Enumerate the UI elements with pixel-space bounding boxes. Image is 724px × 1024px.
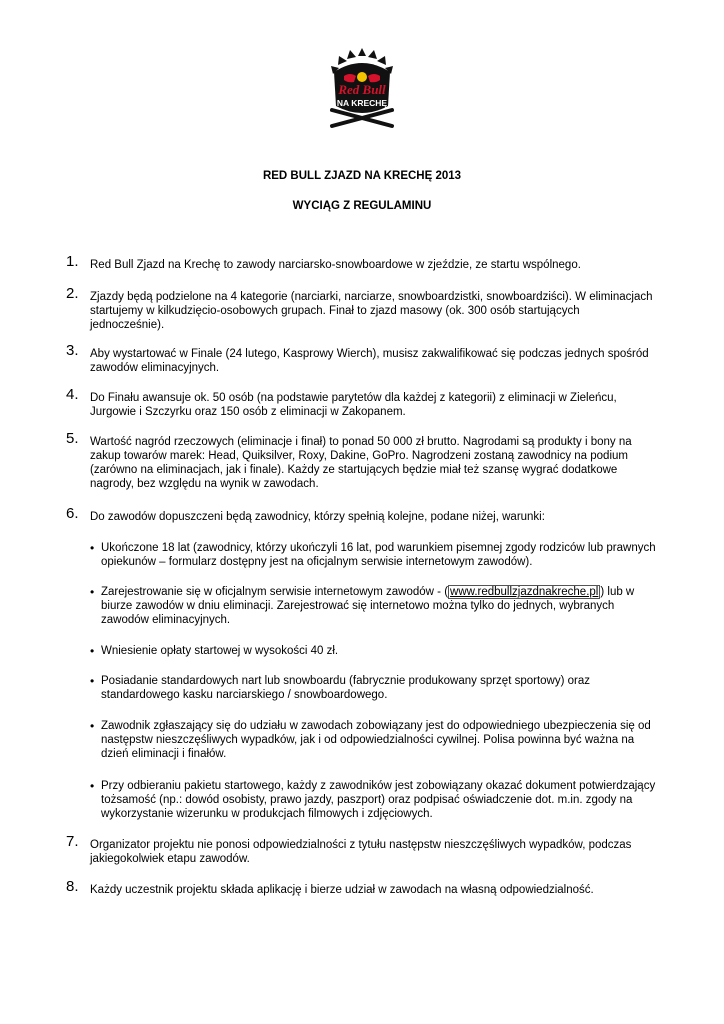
page-title: RED BULL ZJAZD NA KRECHĘ 2013	[262, 170, 462, 182]
bullet-text: Wniesienie opłaty startowej w wysokości 40 zł.	[101, 645, 339, 657]
bullet-icon: •	[90, 585, 95, 599]
item-number: 1.	[66, 253, 79, 270]
bullet-icon: •	[90, 779, 95, 793]
red-bull-na-kreche-logo	[322, 46, 402, 132]
bullet-text: Zawodnik zgłaszający się do udziału w zawodach zobowiązany jest do odpowiedniego ubezpieczenia się od następstw nieszczęśliwych wypadków, jak i od odpowiedzialności cywilnej. Polisa powinna być ważna na dzień eliminacji i finałów.	[101, 720, 651, 760]
item-text: Każdy uczestnik projektu składa aplikację i bierze udział w zawodach na własną odpowiedzialność.	[90, 884, 594, 896]
item-number: 5.	[66, 430, 79, 447]
item-text: Do Finału awansuje ok. 50 osób (na podstawie parytetów dla każdej z kategorii) z eliminacji w Zieleńcu, Jurgowie i Szczyrku oraz 150 osób z eliminacji w Zakopanem.	[90, 392, 617, 418]
svg-text:NA KRECHĘ: NA KRECHĘ	[336, 98, 388, 108]
item-text: Organizator projektu nie ponosi odpowiedzialności z tytułu następstw nieszczęśliwych wypadków, podczas jakiegokolwiek etapu zawodów.	[90, 839, 632, 865]
logo-graphic	[322, 46, 402, 132]
bullet-text: Zarejestrowanie się w oficjalnym serwisie internetowym zawodów - ( www.redbullzjazdnakreche.pl ) lub w biurze zawodów w dniu eliminacji. Zarejestrować się internetowo można tylko do jednych, wybranych zawodów eliminacyjnych.	[101, 586, 635, 626]
bullet-text: Przy odbieraniu pakietu startowego, każdy z zawodników jest zobowiązany okazać dokument potwierdzający tożsamość (np.: dowód osobisty, prawo jazdy, paszport) oraz podpisać oświadczenie dot. m.in. zgody na wykorzystanie wizerunku w produkcjach filmowych i zdjęciowych.	[101, 780, 656, 820]
bullet-text: Posiadanie standardowych nart lub snowboardu (fabrycznie produkowany sprzęt sportowy) oraz standardowego kasku narciarskiego / snowboardowego.	[101, 675, 591, 701]
svg-text:Red Bull: Red Bull	[338, 82, 386, 97]
bullet-icon: •	[90, 644, 95, 658]
item-text: Red Bull Zjazd na Krechę to zawody narciarsko-snowboardowe w zjeździe, ze startu wspólnego.	[90, 259, 581, 271]
bullet-icon: •	[90, 719, 95, 733]
website-link[interactable]: www.redbullzjazdnakreche.pl	[450, 586, 599, 598]
bullet-text: Ukończone 18 lat (zawodnicy, którzy ukończyli 16 lat, pod warunkiem pisemnej zgody rodziców lub prawnych opiekunów – formularz dostępny jest na oficjalnym serwisie internetowym zawodów).	[101, 542, 656, 568]
item-number: 2.	[66, 285, 79, 302]
item-number: 7.	[66, 833, 79, 850]
item-number: 4.	[66, 386, 79, 403]
item-text: Wartość nagród rzeczowych (eliminacje i finał) to ponad 50 000 zł brutto. Nagrodami są produkty i bony na zakup towarów marek: Head, Quiksilver, Roxy, Dakine, GoPro. Nagrodzeni zostaną zawodnicy na podium (zarówno na eliminacjach, jak i finale). Każdy ze startujących będzie miał też szansę wygrać dodatkowe nagrody, bez względu na wynik w zawodach.	[90, 436, 632, 490]
item-text: Do zawodów dopuszczeni będą zawodnicy, którzy spełnią kolejne, podane niżej, warunki:	[90, 511, 545, 523]
item-number: 8.	[66, 878, 79, 895]
bullet-icon: •	[90, 541, 95, 555]
page-subtitle: WYCIĄG Z REGULAMINU	[292, 200, 432, 212]
item-number: 3.	[66, 342, 79, 359]
bullet-icon: •	[90, 674, 95, 688]
item-number: 6.	[66, 505, 79, 522]
item-text: Aby wystartować w Finale (24 lutego, Kasprowy Wierch), musisz zakwalifikować się podczas jednych spośród zawodów eliminacyjnych.	[90, 348, 649, 374]
item-text: Zjazdy będą podzielone na 4 kategorie (narciarki, narciarze, snowboardzistki, snowboardziści). W eliminacjach startujemy w kilkudzięcio-osobowych grupach. Finał to zjazd masowy (ok. 300 osób startujących jednocześnie).	[90, 291, 653, 331]
